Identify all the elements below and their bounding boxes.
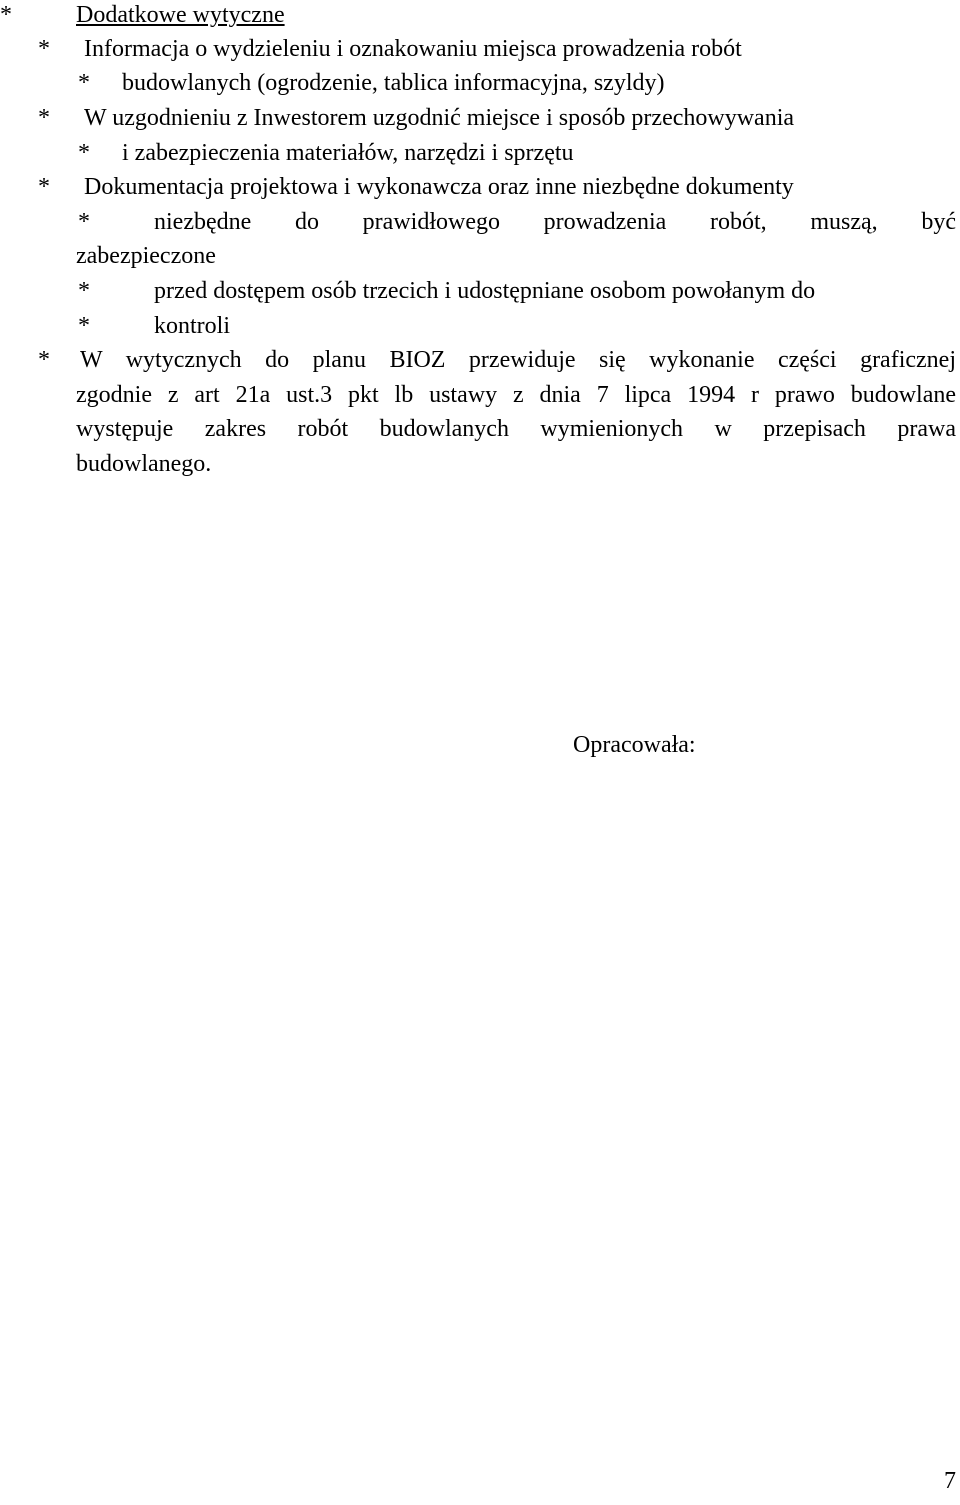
text-line: zgodnie z art 21a ust.3 pkt lb ustawy z dnia 7 lipca 1994 r prawo budowlane	[76, 382, 956, 408]
text-line: występuje zakres robót budowlanych wymienionych w przepisach prawa	[76, 416, 956, 442]
text-line: i zabezpieczenia materiałów, narzędzi i sprzętu	[122, 140, 574, 166]
text-line: kontroli	[154, 313, 230, 339]
text-line: budowlanych (ogrodzenie, tablica informacyjna, szyldy)	[122, 70, 665, 96]
bullet-marker: *	[38, 105, 50, 131]
text-line: przed dostępem osób trzecich i udostępniane osobom powołanym do	[154, 278, 816, 304]
bullet-marker: *	[38, 347, 50, 373]
bullet-marker: *	[78, 140, 90, 166]
text-line: Dokumentacja projektowa i wykonawcza oraz inne niezbędne dokumenty	[84, 174, 794, 200]
bullet-marker: *	[78, 278, 90, 304]
page-number: 7	[944, 1468, 956, 1494]
section-heading: Dodatkowe wytyczne	[76, 2, 285, 28]
bullet-marker: *	[38, 36, 50, 62]
bullet-marker: *	[38, 174, 50, 200]
text-line: zabezpieczone	[76, 243, 216, 269]
signature-label: Opracowała:	[573, 732, 696, 758]
bullet-marker: *	[78, 70, 90, 96]
text-line: Informacja o wydzieleniu i oznakowaniu miejsca prowadzenia robót	[84, 36, 742, 62]
text-line: W uzgodnieniu z Inwestorem uzgodnić miejsce i sposób przechowywania	[84, 105, 795, 131]
bullet-marker: *	[0, 2, 12, 28]
bullet-marker: *	[78, 209, 90, 235]
text-line: W wytycznych do planu BIOZ przewiduje się wykonanie części graficznej	[80, 347, 956, 373]
bullet-marker: *	[78, 313, 90, 339]
text-line: niezbędne do prawidłowego prowadzenia robót, muszą, być	[154, 209, 956, 235]
text-line: budowlanego.	[76, 451, 212, 477]
